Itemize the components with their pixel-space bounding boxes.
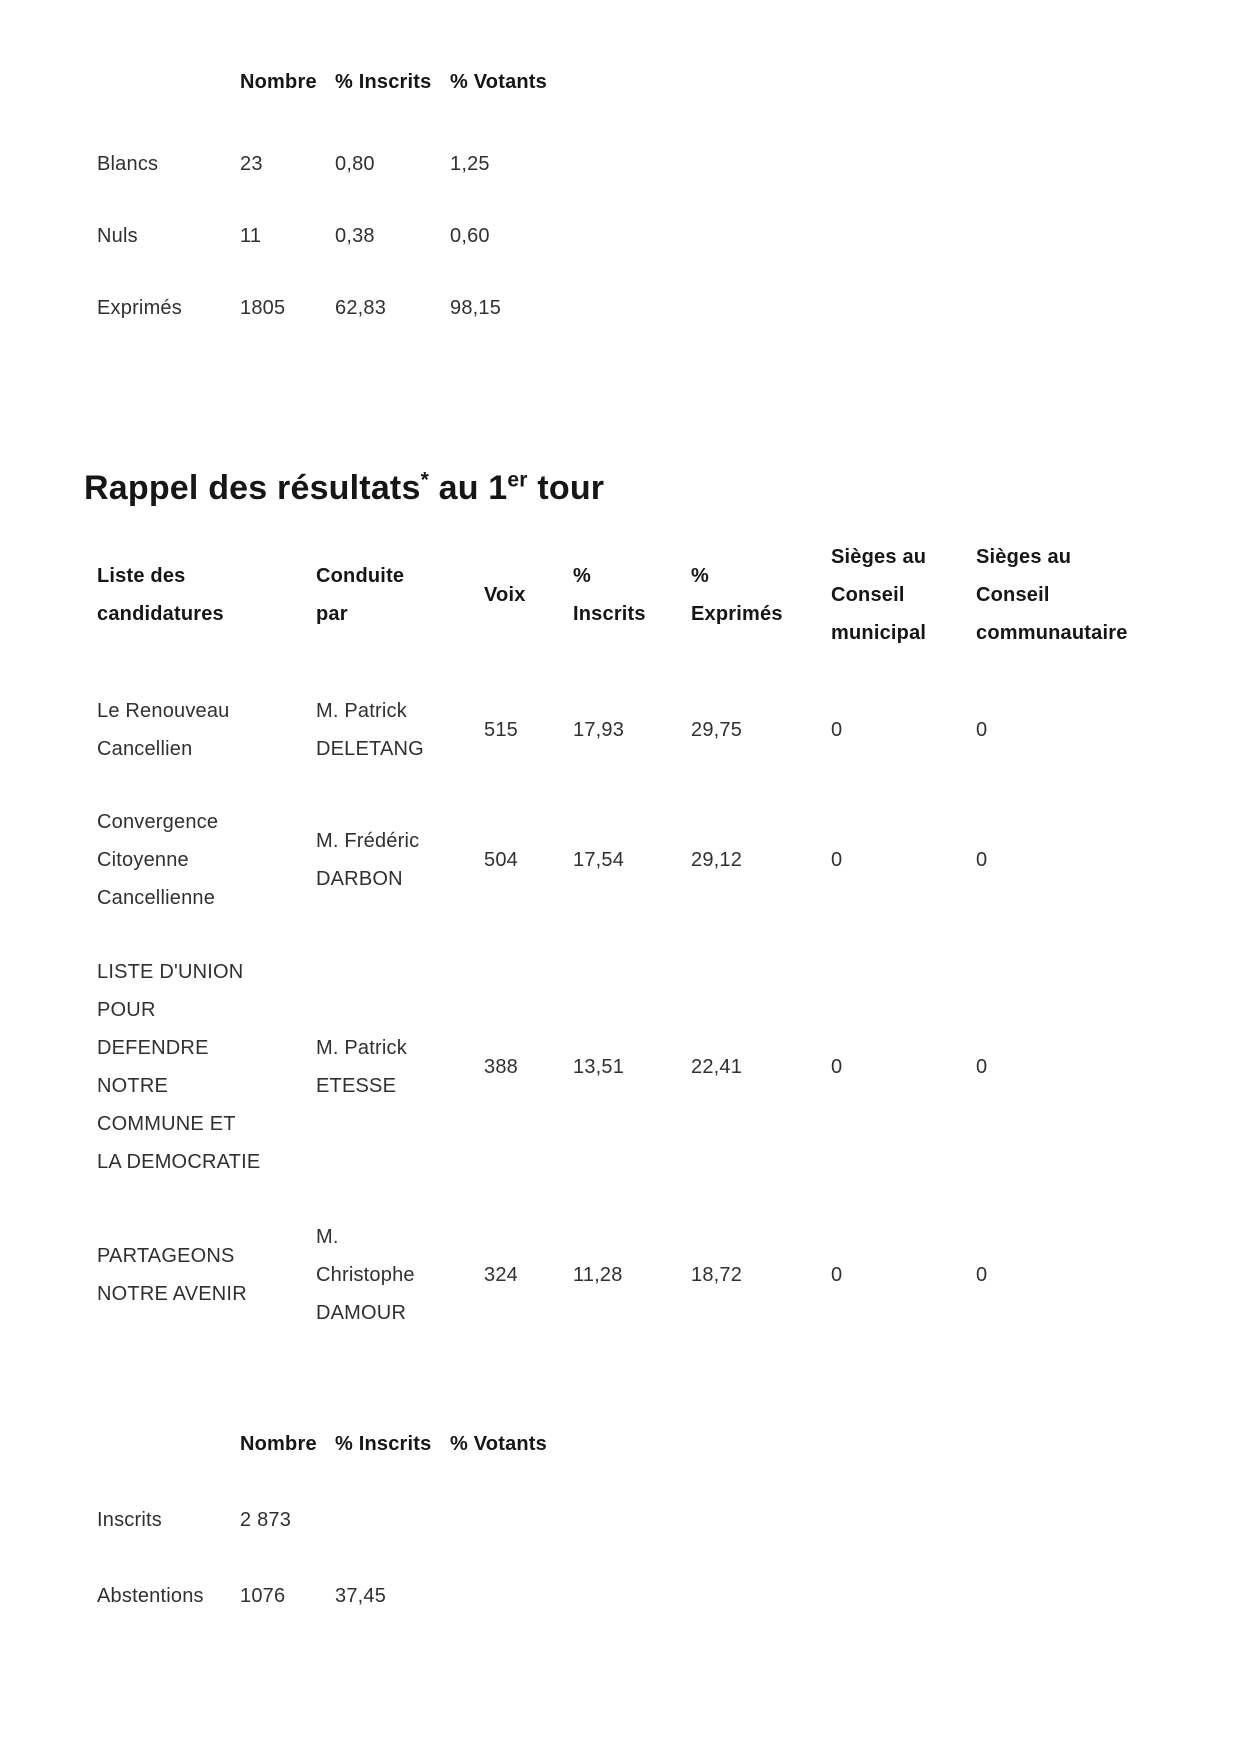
voix-value: 324: [484, 1263, 518, 1286]
value-pct-inscrits: 37,45: [335, 1585, 387, 1607]
col-header-nombre: Nombre: [240, 1433, 317, 1455]
section-title-suffix: tour: [527, 469, 605, 508]
pct-inscrits-value: 11,28: [573, 1263, 623, 1286]
sieges-communautaire-value: 0: [976, 718, 988, 741]
pct-exprimes-value: 29,12: [691, 848, 743, 871]
section-title-text: Rappel des résultats: [84, 469, 421, 508]
table-row-blancs: [97, 152, 777, 224]
table-row-inscrits: [97, 1508, 777, 1584]
sieges-communautaire-value: 0: [976, 848, 988, 871]
ordinal-er: er: [507, 468, 528, 492]
table-row-abstentions: [97, 1584, 777, 1608]
section-title: [84, 464, 604, 512]
col-header-pct-inscrits: % Inscrits: [335, 1433, 432, 1455]
table-header-row: [97, 70, 777, 152]
col-header-sieges-municipal: Sièges au Conseil municipal: [831, 546, 927, 644]
col-header-nombre: Nombre: [240, 71, 317, 93]
sieges-municipal-value: 0: [831, 718, 843, 741]
value-pct-inscrits: 0,80: [335, 153, 375, 175]
row-label: Abstentions: [97, 1585, 204, 1607]
liste-name: PARTAGEONS NOTRE AVENIR: [97, 1245, 247, 1305]
row-label: Nuls: [97, 225, 138, 247]
candidate-name: M. Patrick DELETANG: [316, 700, 424, 760]
value-nombre: 11: [240, 225, 262, 247]
pct-exprimes-value: 18,72: [691, 1263, 743, 1286]
sieges-communautaire-value: 0: [976, 1055, 988, 1078]
pct-exprimes-value: 29,75: [691, 718, 743, 741]
table-header-row: [97, 1432, 777, 1508]
results-row-liste-d-union: [97, 953, 1207, 1181]
voix-value: 515: [484, 718, 518, 741]
col-header-pct-votants: % Votants: [450, 71, 547, 93]
results-row-partageons-notre-avenir: [97, 1218, 1207, 1332]
results-row-convergence-citoyenne: [97, 803, 1207, 917]
voix-value: 504: [484, 848, 518, 871]
footnote-asterisk: *: [420, 468, 429, 492]
ballot-summary-table-top: [97, 70, 777, 320]
results-row-le-renouveau-cancellien: [97, 692, 1207, 768]
value-pct-votants: 0,60: [450, 225, 490, 247]
value-nombre: 1076: [240, 1585, 286, 1607]
col-header-conduite: Conduite par: [316, 565, 405, 625]
liste-name: LISTE D'UNION POUR DEFENDRE NOTRE COMMUNE ET LA DEMOCRATIE: [97, 961, 261, 1173]
col-header-sieges-communautaire: Sièges au Conseil communautaire: [976, 546, 1128, 644]
table-row-nuls: [97, 224, 777, 296]
value-pct-votants: 98,15: [450, 297, 502, 319]
col-header-pct-exprimes: % Exprimés: [691, 565, 783, 625]
ballot-summary-table-bottom: [97, 1432, 777, 1608]
row-label: Exprimés: [97, 297, 182, 319]
first-round-results-table: [97, 538, 1207, 1332]
value-pct-inscrits: 62,83: [335, 297, 387, 319]
col-header-voix: Voix: [484, 584, 526, 606]
candidate-name: M. Christophe DAMOUR: [316, 1226, 415, 1324]
value-nombre: 23: [240, 153, 263, 175]
pct-inscrits-value: 13,51: [573, 1055, 625, 1078]
pct-inscrits-value: 17,54: [573, 848, 625, 871]
value-nombre: 2 873: [240, 1509, 292, 1531]
row-label: Blancs: [97, 153, 159, 175]
sieges-municipal-value: 0: [831, 848, 843, 871]
voix-value: 388: [484, 1055, 518, 1078]
sieges-municipal-value: 0: [831, 1055, 843, 1078]
pct-exprimes-value: 22,41: [691, 1055, 743, 1078]
col-header-pct-inscrits: % Inscrits: [335, 71, 432, 93]
value-nombre: 1805: [240, 297, 286, 319]
row-label: Inscrits: [97, 1509, 162, 1531]
liste-name: Convergence Citoyenne Cancellienne: [97, 811, 219, 909]
pct-inscrits-value: 17,93: [573, 718, 625, 741]
table-row-exprimes: [97, 296, 777, 320]
col-header-liste: Liste des candidatures: [97, 565, 224, 625]
value-pct-votants: 1,25: [450, 153, 490, 175]
value-pct-inscrits: 0,38: [335, 225, 375, 247]
results-header-row: [97, 538, 1207, 652]
sieges-communautaire-value: 0: [976, 1263, 988, 1286]
col-header-pct-inscrits: % Inscrits: [573, 565, 646, 625]
liste-name: Le Renouveau Cancellien: [97, 700, 230, 760]
col-header-pct-votants: % Votants: [450, 1433, 547, 1455]
candidate-name: M. Frédéric DARBON: [316, 830, 420, 890]
candidate-name: M. Patrick ETESSE: [316, 1037, 407, 1097]
sieges-municipal-value: 0: [831, 1263, 843, 1286]
section-title-middle: au 1: [428, 469, 508, 508]
